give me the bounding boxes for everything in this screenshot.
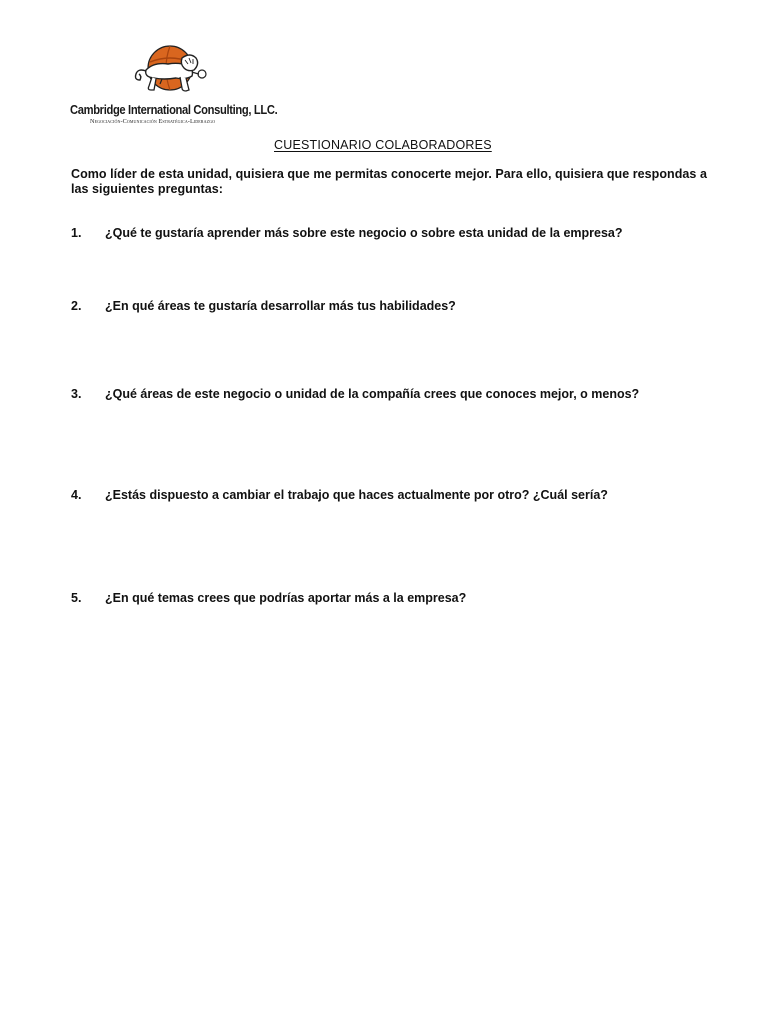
company-name: Cambridge International Consulting, LLC.	[70, 102, 278, 117]
question-number: 4.	[71, 488, 82, 502]
question-2	[71, 299, 456, 313]
question-number: 3.	[71, 387, 82, 401]
question-text: ¿En qué áreas te gustaría desarrollar más tus habilidades?	[105, 299, 456, 313]
lion-on-orange-globe-logo-icon	[132, 44, 210, 102]
question-4	[71, 488, 608, 502]
question-number: 2.	[71, 299, 82, 313]
question-5	[71, 591, 466, 605]
intro-paragraph: Como líder de esta unidad, quisiera que me permitas conocerte mejor. Para ello, quisiera que respondas a las siguientes preguntas:	[71, 167, 707, 196]
question-text: ¿En qué temas crees que podrías aportar más a la empresa?	[105, 591, 467, 605]
company-tagline: Negociación-Comunicación Estratégica-Liderazgo	[90, 118, 216, 125]
question-1	[71, 226, 623, 240]
question-number: 1.	[71, 226, 82, 240]
letterhead	[68, 42, 328, 128]
question-text: ¿Estás dispuesto a cambiar el trabajo que haces actualmente por otro? ¿Cuál sería?	[105, 488, 608, 502]
question-3	[71, 387, 639, 401]
document-title: CUESTIONARIO COLABORADORES	[274, 138, 492, 152]
question-number: 5.	[71, 591, 82, 605]
question-text: ¿Qué áreas de este negocio o unidad de la compañía crees que conoces mejor, o menos?	[105, 387, 640, 401]
question-text: ¿Qué te gustaría aprender más sobre este negocio o sobre esta unidad de la empresa?	[105, 226, 623, 240]
